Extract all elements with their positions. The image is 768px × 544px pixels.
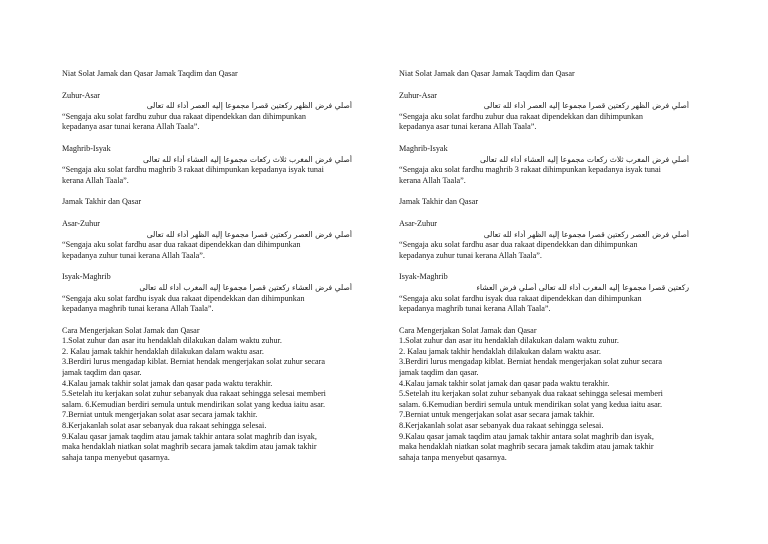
text-line: 8.Kerjakanlah solat asar sebanyak dua rakaat sehingga selesai. bbox=[62, 421, 267, 431]
arabic-niat-line: أصلي فرض المغرب ثلاث ركعات مجموعا إليه العشاء أداء لله تعالى bbox=[142, 154, 352, 164]
text-line: jamak taqdim dan qasar. bbox=[62, 368, 142, 378]
text-line: 3.Berdiri lurus mengadap kiblat. Berniat hendak mengerjakan solat zuhur secara bbox=[399, 357, 663, 367]
paragraph-gap bbox=[62, 133, 382, 144]
heading-line: Asar-Zuhur bbox=[62, 218, 101, 228]
text-line: kepadanya zuhur tunai kerana Allah Taala”. bbox=[399, 250, 542, 260]
arabic-niat-line: أصلي فرض الظهر ركعتين قصرا مجموعا إليه العصر أداء لله تعالى bbox=[146, 101, 352, 111]
text-block bbox=[399, 144, 719, 186]
paragraph-gap bbox=[399, 133, 719, 144]
heading-line: Niat Solat Jamak dan Qasar Jamak Taqdim dan Qasar bbox=[399, 69, 575, 78]
paragraph-gap bbox=[399, 186, 719, 197]
arabic-niat-line: أصلي فرض العصر ركعتين قصرا مجموعا إليه الظهر أداء لله تعالى bbox=[483, 229, 689, 239]
text-line: kepadanya asar tunai kerana Allah Taala”. bbox=[62, 122, 200, 132]
text-line: maka hendaklah niatkan solat maghrib secara jamak takdim atau jamak takhir bbox=[62, 442, 317, 452]
text-line: “Sengaja aku solat fardhu isyak dua rakaat dipendekkan dan dihimpunkan bbox=[62, 293, 305, 303]
text-block bbox=[399, 91, 719, 133]
heading-line: Cara Mengerjakan Solat Jamak dan Qasar bbox=[62, 325, 200, 335]
text-line: kerana Allah Taala”. bbox=[62, 175, 129, 185]
arabic-niat-line: ركعتين قصرا مجموعا إليه المغرب أداء لله تعالى أصلي فرض العشاء bbox=[476, 282, 689, 292]
heading-line: Isyak-Maghrib bbox=[399, 272, 448, 282]
text-line: 7.Berniat untuk mengerjakan solat asar secara jamak takhir. bbox=[62, 410, 258, 420]
paragraph-gap bbox=[399, 80, 719, 91]
text-line: 4.Kalau jamak takhir solat jamak dan qasar pada waktu terakhir. bbox=[62, 378, 273, 388]
heading-line: Zuhur-Asar bbox=[399, 90, 438, 100]
text-line: jamak taqdim dan qasar. bbox=[399, 368, 479, 378]
text-line: “Sengaja aku solat fardhu isyak dua rakaat dipendekkan dan dihimpunkan bbox=[399, 293, 642, 303]
text-line: 8.Kerjakanlah solat asar sebanyak dua rakaat sehingga selesai. bbox=[399, 421, 604, 431]
text-line: “Sengaja aku solat fardhu zuhur dua rakaat dipendekkan dan dihimpunkan bbox=[62, 111, 306, 121]
arabic-niat-line: أصلي فرض العشاء ركعتين قصرا مجموعا إليه المغرب أداء لله تعالى bbox=[139, 282, 352, 292]
arabic-niat-line: أصلي فرض الظهر ركعتين قصرا مجموعا إليه العصر أداء لله تعالى bbox=[483, 101, 689, 111]
text-block bbox=[399, 272, 719, 314]
paragraph-gap bbox=[62, 261, 382, 272]
text-line: 2. Kalau jamak takhir hendaklah dilakukan dalam waktu asar. bbox=[62, 346, 264, 356]
text-line: kepadanya maghrib tunai kerana Allah Taala”. bbox=[399, 304, 551, 314]
arabic-niat-line: أصلي فرض العصر ركعتين قصرا مجموعا إليه الظهر أداء لله تعالى bbox=[146, 229, 352, 239]
text-line: 7.Berniat untuk mengerjakan solat asar secara jamak takhir. bbox=[399, 410, 595, 420]
text-line: kepadanya maghrib tunai kerana Allah Taala”. bbox=[62, 304, 214, 314]
text-block bbox=[62, 69, 382, 80]
text-line: 2. Kalau jamak takhir hendaklah dilakukan dalam waktu asar. bbox=[399, 346, 601, 356]
heading-line: Maghrib-Isyak bbox=[62, 143, 111, 153]
right-column bbox=[399, 69, 719, 463]
text-block bbox=[399, 69, 719, 80]
text-block bbox=[62, 219, 382, 261]
text-line: sahaja tanpa menyebut qasarnya. bbox=[399, 452, 507, 462]
heading-line: Niat Solat Jamak dan Qasar Jamak Taqdim dan Qasar bbox=[62, 69, 238, 78]
text-line: 4.Kalau jamak takhir solat jamak dan qasar pada waktu terakhir. bbox=[399, 378, 610, 388]
left-column bbox=[62, 69, 382, 463]
paragraph-gap bbox=[399, 315, 719, 326]
text-block bbox=[62, 197, 382, 208]
text-line: 3.Berdiri lurus mengadap kiblat. Berniat hendak mengerjakan solat zuhur secara bbox=[62, 357, 326, 367]
text-line: “Sengaja aku solat fardhu maghrib 3 rakaat dihimpunkan kepadanya isyak tunai bbox=[62, 165, 324, 175]
text-line: 5.Setelah itu kerjakan solat zuhur sebanyak dua rakaat sehingga selesai memberi bbox=[62, 389, 326, 399]
text-block bbox=[399, 197, 719, 208]
paragraph-gap bbox=[62, 315, 382, 326]
text-line: “Sengaja aku solat fardhu asar dua rakaat dipendekkan dan dihimpunkan bbox=[399, 240, 638, 250]
paragraph-gap bbox=[399, 261, 719, 272]
paragraph-gap bbox=[399, 208, 719, 219]
text-line: 1.Solat zuhur dan asar itu hendaklah dilakukan dalam waktu zuhur. bbox=[62, 336, 282, 346]
text-line: salam. 6.Kemudian berdiri semula untuk mendirikan solat yang kedua iaitu asar. bbox=[62, 399, 326, 409]
text-line: sahaja tanpa menyebut qasarnya. bbox=[62, 452, 170, 462]
text-line: “Sengaja aku solat fardhu zuhur dua rakaat dipendekkan dan dihimpunkan bbox=[399, 111, 643, 121]
text-line: “Sengaja aku solat fardhu asar dua rakaat dipendekkan dan dihimpunkan bbox=[62, 240, 301, 250]
text-block bbox=[62, 272, 382, 314]
text-line: kerana Allah Taala”. bbox=[399, 175, 466, 185]
text-line: salam. 6.Kemudian berdiri semula untuk mendirikan solat yang kedua iaitu asar. bbox=[399, 399, 663, 409]
text-line: 9.Kalau qasar jamak taqdim atau jamak takhir antara solat maghrib dan isyak, bbox=[399, 431, 654, 441]
text-block bbox=[399, 326, 719, 464]
paragraph-gap bbox=[62, 80, 382, 91]
heading-line: Asar-Zuhur bbox=[399, 218, 438, 228]
paragraph-gap bbox=[62, 208, 382, 219]
text-block bbox=[399, 219, 719, 261]
arabic-niat-line: أصلي فرض المغرب ثلاث ركعات مجموعا إليه العشاء أداء لله تعالى bbox=[479, 154, 689, 164]
text-block bbox=[62, 144, 382, 186]
heading-line: Jamak Takhir dan Qasar bbox=[399, 197, 479, 207]
text-line: 5.Setelah itu kerjakan solat zuhur sebanyak dua rakaat sehingga selesai memberi bbox=[399, 389, 663, 399]
text-block bbox=[62, 91, 382, 133]
heading-line: Cara Mengerjakan Solat Jamak dan Qasar bbox=[399, 325, 537, 335]
heading-line: Zuhur-Asar bbox=[62, 90, 101, 100]
text-line: “Sengaja aku solat fardhu maghrib 3 rakaat dihimpunkan kepadanya isyak tunai bbox=[399, 165, 661, 175]
paragraph-gap bbox=[62, 186, 382, 197]
heading-line: Maghrib-Isyak bbox=[399, 143, 448, 153]
text-line: kepadanya asar tunai kerana Allah Taala”. bbox=[399, 122, 537, 132]
heading-line: Jamak Takhir dan Qasar bbox=[62, 197, 142, 207]
text-line: kepadanya zuhur tunai kerana Allah Taala”. bbox=[62, 250, 205, 260]
text-line: maka hendaklah niatkan solat maghrib secara jamak takdim atau jamak takhir bbox=[399, 442, 654, 452]
text-line: 9.Kalau qasar jamak taqdim atau jamak takhir antara solat maghrib dan isyak, bbox=[62, 431, 317, 441]
heading-line: Isyak-Maghrib bbox=[62, 272, 111, 282]
text-line: 1.Solat zuhur dan asar itu hendaklah dilakukan dalam waktu zuhur. bbox=[399, 336, 619, 346]
text-block bbox=[62, 326, 382, 464]
